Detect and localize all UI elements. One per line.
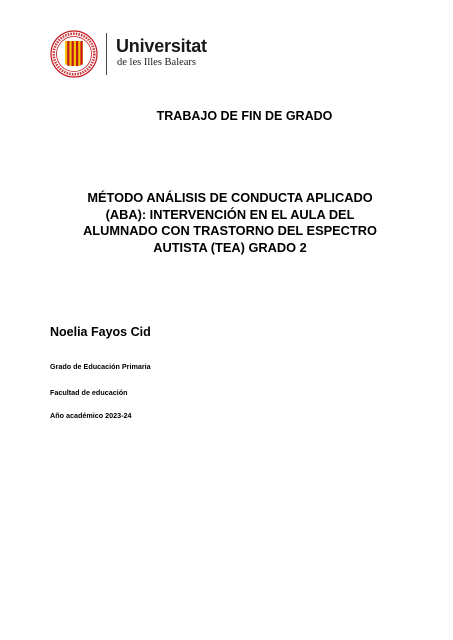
university-seal-logo (50, 30, 98, 78)
thesis-title (60, 190, 400, 256)
thesis-title-line: ALUMNADO CON TRASTORNO DEL ESPECTRO (83, 223, 377, 238)
faculty-name: Facultad de educación (50, 388, 128, 397)
thesis-title-line: (ABA): INTERVENCIÓN EN EL AULA DEL (105, 206, 355, 222)
thesis-title-line: AUTISTA (TEA) GRADO 2 (153, 239, 307, 255)
academic-year: Año académico 2023-24 (50, 411, 132, 420)
university-name: Universitat (116, 36, 207, 56)
thesis-title-line: MÉTODO ANÁLISIS DE CONDUCTA APLICADO (87, 190, 373, 205)
document-type-heading: TRABAJO DE FIN DE GRADO (156, 109, 333, 123)
university-subtitle: de les Illes Balears (117, 57, 197, 68)
degree-name: Grado de Educación Primaria (50, 362, 151, 371)
logo-divider (106, 33, 107, 75)
author-name: Noelia Fayos Cid (50, 325, 151, 339)
